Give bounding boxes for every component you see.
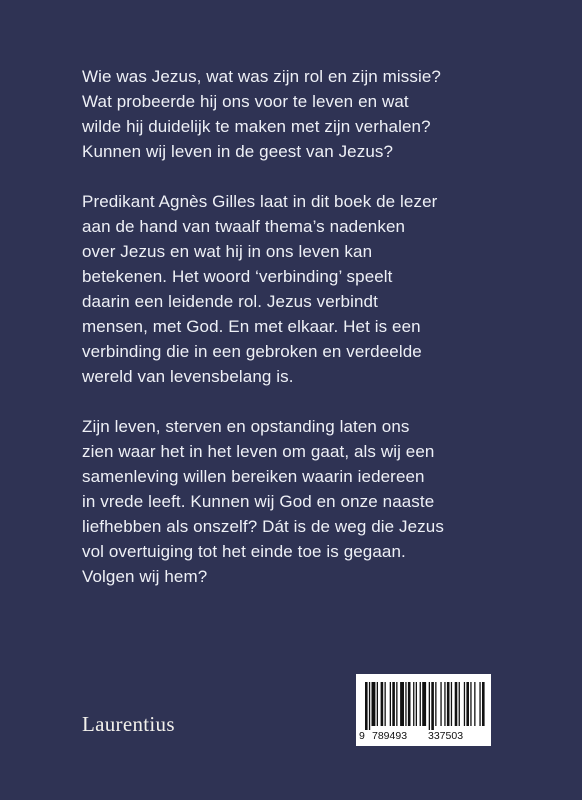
barcode-bar — [392, 682, 395, 726]
text-line: Kunnen wij leven in de geest van Jezus? — [82, 142, 394, 161]
text-line: verbinding die in een gebroken en verdeelde — [82, 342, 422, 361]
barcode-digits-right: 337503 — [428, 730, 464, 742]
barcode-bar — [408, 682, 411, 726]
barcode-bar — [447, 682, 450, 726]
barcode-bar — [422, 682, 426, 726]
isbn-barcode — [356, 674, 491, 746]
back-cover-blurb — [82, 64, 502, 614]
barcode-bar — [416, 682, 417, 726]
text-line: wereld van levensbelang is. — [82, 367, 294, 386]
barcode-bar — [369, 682, 370, 730]
barcode-bar — [474, 682, 475, 726]
barcode-bars — [362, 682, 485, 730]
barcode-bar — [455, 682, 458, 726]
text-line: Zijn leven, sterven en opstanding laten ons — [82, 417, 410, 436]
barcode-bar — [470, 682, 471, 726]
barcode-bar — [464, 682, 465, 726]
barcode-bar — [390, 682, 391, 726]
barcode-bar — [466, 682, 469, 726]
barcode-bar — [431, 682, 434, 730]
text-line: Predikant Agnès Gilles laat in dit boek de lezer — [82, 192, 438, 211]
barcode-bar — [365, 682, 368, 730]
barcode-bar — [377, 682, 378, 726]
text-line: daarin een leidende rol. Jezus verbindt — [82, 292, 378, 311]
paragraph-1 — [82, 64, 502, 164]
publisher-logo: Laurentius — [82, 712, 175, 736]
barcode-bar — [372, 682, 376, 726]
text-line: wilde hij duidelijk te maken met zijn verhalen? — [82, 117, 431, 136]
barcode-bar — [440, 682, 441, 726]
barcode-number — [356, 730, 491, 744]
barcode-bar — [429, 682, 430, 730]
barcode-bar — [400, 682, 404, 726]
barcode-bar — [420, 682, 421, 726]
text-line: in vrede leeft. Kunnen wij God en onze naaste — [82, 492, 435, 511]
text-line: zien waar het in het leven om gaat, als wij een — [82, 442, 435, 461]
barcode-bar — [451, 682, 452, 726]
text-line: Volgen wij hem? — [82, 567, 208, 586]
text-line: mensen, met God. En met elkaar. Het is een — [82, 317, 421, 336]
text-line: aan de hand van twaalf thema’s nadenken — [82, 217, 406, 236]
text-line: over Jezus en wat hij in ons leven kan — [82, 242, 373, 261]
barcode-bar — [444, 682, 445, 726]
barcode-bar — [459, 682, 460, 726]
text-line: Wie was Jezus, wat was zijn rol en zijn missie? — [82, 67, 441, 86]
barcode-bar — [396, 682, 397, 726]
text-line: vol overtuiging tot het einde toe is gegaan. — [82, 542, 406, 561]
paragraph-2 — [82, 189, 502, 389]
barcode-digit-first: 9 — [359, 730, 365, 742]
text-line: betekenen. Het woord ‘verbinding’ speelt — [82, 267, 393, 286]
barcode-digits-left: 789493 — [372, 730, 408, 742]
barcode-bar — [405, 682, 406, 726]
barcode-bar — [385, 682, 386, 726]
barcode-bar — [482, 682, 485, 726]
paragraph-3 — [82, 414, 502, 589]
text-line: Wat probeerde hij ons voor te leven en wat — [82, 92, 409, 111]
text-line: samenleving willen bereiken waarin iedereen — [82, 467, 425, 486]
barcode-bar — [413, 682, 414, 726]
barcode-bar — [435, 682, 436, 726]
text-line: liefhebben als onszelf? Dát is de weg die Jezus — [82, 517, 444, 536]
barcode-bar — [479, 682, 480, 726]
barcode-bar — [381, 682, 384, 726]
